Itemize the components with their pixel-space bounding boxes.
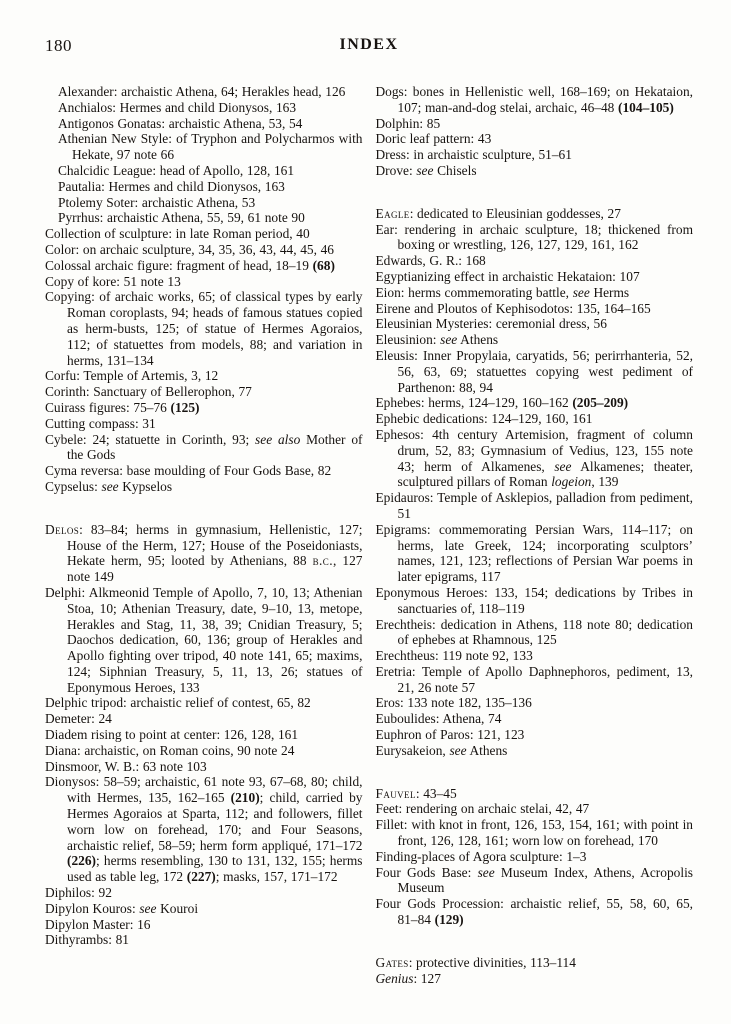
index-entry: Copying: of archaic works, 65; of classical types by early Roman coroplasts, 94; heads of famous statues copied as herm-busts, 125; of statue of Hermes Agoraios, 112; of statuettes from models, 88; and variation in herms, 131–134	[45, 289, 363, 368]
index-entry: Dress: in archaistic sculpture, 51–61	[375, 147, 572, 163]
index-entry: Diana: archaistic, on Roman coins, 90 note 24	[45, 742, 295, 758]
index-entry: Euboulides: Athena, 74	[375, 711, 502, 727]
index-entry: Corfu: Temple of Artemis, 3, 12	[45, 368, 219, 384]
index-entry: Finding-places of Agora sculpture: 1–3	[375, 848, 587, 864]
index-entry: Four Gods Procession: archaistic relief, 55, 58, 60, 65, 81–84 (129)	[375, 896, 693, 928]
index-entry: Eleusis: Inner Propylaia, caryatids, 56; perirrhanteria, 52, 56, 63, 69; statuettes copying west pediment of Parthenon: 88, 94	[375, 347, 693, 395]
index-entry: Pyrrhus: archaistic Athena, 55, 59, 61 note 90	[58, 210, 305, 226]
index-entry: Fillet: with knot in front, 126, 153, 154, 161; with point in front, 126, 128, 161; worn low on forehead, 170	[375, 817, 693, 849]
index-entry: Delphi: Alkmeonid Temple of Apollo, 7, 10, 13; Athenian Stoa, 10; Athenian Treasury, date, 9–10, 13, metope, Herakles and Stag, 11, 38, 39; Cnidian Treasury, 5; Daochos dedication, 60, 136; group of Herakles and Apollo fighting over tripod, 40 note 141, 65; maxims, 124; Siphnian Treasury, 5, 11, 13, 26; statues of Eponymous Heroes, 133	[45, 584, 363, 695]
index-entry: Doric leaf pattern: 43	[375, 131, 492, 147]
index-entry: Four Gods Base: see Museum Index, Athens, Acropolis Museum	[375, 864, 693, 896]
index-entry: Colossal archaic figure: fragment of head, 18–19 (68)	[45, 257, 335, 273]
index-entry: Eirene and Ploutos of Kephisodotos: 135, 164–165	[375, 300, 651, 316]
index-entry: Corinth: Sanctuary of Bellerophon, 77	[45, 384, 252, 400]
index-entry: Gates: protective divinities, 113–114	[375, 954, 576, 970]
index-entry: Alexander: archaistic Athena, 64; Herakles head, 126	[58, 84, 346, 99]
index-entry: Anchialos: Hermes and child Dionysos, 163	[58, 99, 297, 115]
index-entry: Edwards, G. R.: 168	[375, 253, 486, 269]
index-entry: Eleusinion: see Athens	[375, 332, 499, 348]
index-entry: Eagle: dedicated to Eleusinian goddesses, 27	[375, 205, 621, 221]
index-entry: Cypselus: see Kypselos	[45, 478, 173, 494]
index-entry: Ephesos: 4th century Artemision, fragment of column drum, 52, 83; Gymnasium of Vedius, 123, 155 note 43; herm of Alkamenes, see Alkamenes; theater, sculptured pillars of Roman logeion, 139	[375, 426, 693, 490]
index-entry: Dithyrambs: 81	[45, 932, 129, 948]
index-entry: Dinsmoor, W. B.: 63 note 103	[45, 758, 207, 774]
index-entry: Delphic tripod: archaistic relief of contest, 65, 82	[45, 695, 311, 711]
index-entry: Egyptianizing effect in archaistic Hekataion: 107	[375, 268, 640, 284]
index-entry: Dolphin: 85	[375, 115, 441, 131]
index-entry: Color: on archaic sculpture, 34, 35, 36, 43, 44, 45, 46	[45, 241, 334, 257]
index-entry: Chalcidic League: head of Apollo, 128, 161	[58, 162, 295, 178]
index-entry: Drove: see Chisels	[375, 162, 477, 178]
index-entry: Erechtheus: 119 note 92, 133	[375, 648, 533, 664]
index-entry: Eros: 133 note 182, 135–136	[375, 695, 532, 711]
index-entry: Dionysos: 58–59; archaistic, 61 note 93, 67–68, 80; child, with Hermes, 135, 162–165 (210); child, carried by Hermes Agoraios at Sparta, 112; and followers, fillet worn low on forehead, 170; and Four Seasons, archaistic relief, 58–59; herm form appliqué, 171–172 (226); herms resembling, 130 to 131, 132, 155; herms used as table leg, 172 (227); masks, 157, 171–172	[45, 774, 363, 885]
index-entry: Eponymous Heroes: 133, 154; dedications by Tribes in sanctuaries of, 118–119	[375, 584, 693, 616]
index-entry: Eion: herms commemorating battle, see Herms	[375, 284, 630, 300]
index-entry: Dogs: bones in Hellenistic well, 168–169; on Hekataion, 107; man-and-dog stelai, archaic, 46–48 (104–105)	[375, 84, 693, 115]
index-entry: Eleusinian Mysteries: ceremonial dress, 56	[375, 316, 607, 332]
index-entry: Demeter: 24	[45, 711, 112, 727]
index-entry: Dipylon Master: 16	[45, 916, 151, 932]
index-entry: Erechtheis: dedication in Athens, 118 note 80; dedication of ephebes at Rhamnous, 125	[375, 616, 693, 648]
index-entry: Eretria: Temple of Apollo Daphnephoros, pediment, 13, 21, 26 note 57	[375, 663, 693, 695]
index-entry: Copy of kore: 51 note 13	[45, 273, 181, 289]
index-entry: Epigrams: commemorating Persian Wars, 114–117; on herms, late Greek, 124; incorporating sculptors’ names, 121, 123; reflections of Persian War poems in later epigrams, 117	[375, 521, 693, 585]
index-entry: Ephebic dedications: 124–129, 160, 161	[375, 411, 593, 427]
index-column-right	[376, 84, 694, 986]
index-entry: Ptolemy Soter: archaistic Athena, 53	[58, 194, 256, 210]
index-entry: Collection of sculpture: in late Roman period, 40	[45, 226, 310, 242]
index-entry: Antigonos Gonatas: archaistic Athena, 53, 54	[58, 115, 303, 131]
index-entry: Genius: 127	[375, 970, 441, 986]
page-number: 180	[45, 36, 72, 55]
index-entry: Ear: rendering in archaic sculpture, 18; thickened from boxing or wrestling, 126, 127, 129, 161, 162	[375, 221, 693, 253]
index-entry: Ephebes: herms, 124–129, 160–162 (205–209)	[375, 395, 629, 411]
index-entry: Cutting compass: 31	[45, 415, 156, 431]
index-entry: Cybele: 24; statuette in Corinth, 93; see also Mother of the Gods	[45, 431, 363, 463]
index-entry: Cuirass figures: 75–76 (125)	[45, 399, 200, 415]
index-entry: Cyma reversa: base moulding of Four Gods Base, 82	[45, 463, 332, 479]
index-entry: Euphron of Paros: 121, 123	[375, 727, 525, 743]
index-entry: Epidauros: Temple of Asklepios, palladion from pediment, 51	[375, 490, 693, 521]
index-entry: Delos: 83–84; herms in gymnasium, Hellenistic, 127; House of the Herm, 127; House of the Poseidoniasts, Hekate herm, 95; looted by Athenians, 88 b.c., 127 note 149	[45, 521, 363, 585]
index-entry: Fauvel: 43–45	[375, 785, 457, 801]
page-title: INDEX	[339, 36, 399, 53]
page-header	[45, 36, 693, 58]
index-columns	[45, 84, 693, 986]
index-entry: Dipylon Kouros: see Kouroi	[45, 900, 199, 916]
index-entry: Athenian New Style: of Tryphon and Polycharmos with Hekate, 97 note 66	[58, 131, 363, 163]
index-column-left	[45, 84, 363, 986]
index-entry: Diadem rising to point at center: 126, 128, 161	[45, 727, 299, 743]
index-entry: Feet: rendering on archaic stelai, 42, 47	[375, 801, 590, 817]
index-entry: Eurysakeion, see Athens	[375, 742, 508, 758]
index-entry: Pautalia: Hermes and child Dionysos, 163	[58, 178, 285, 194]
index-entry: Diphilos: 92	[45, 885, 112, 901]
